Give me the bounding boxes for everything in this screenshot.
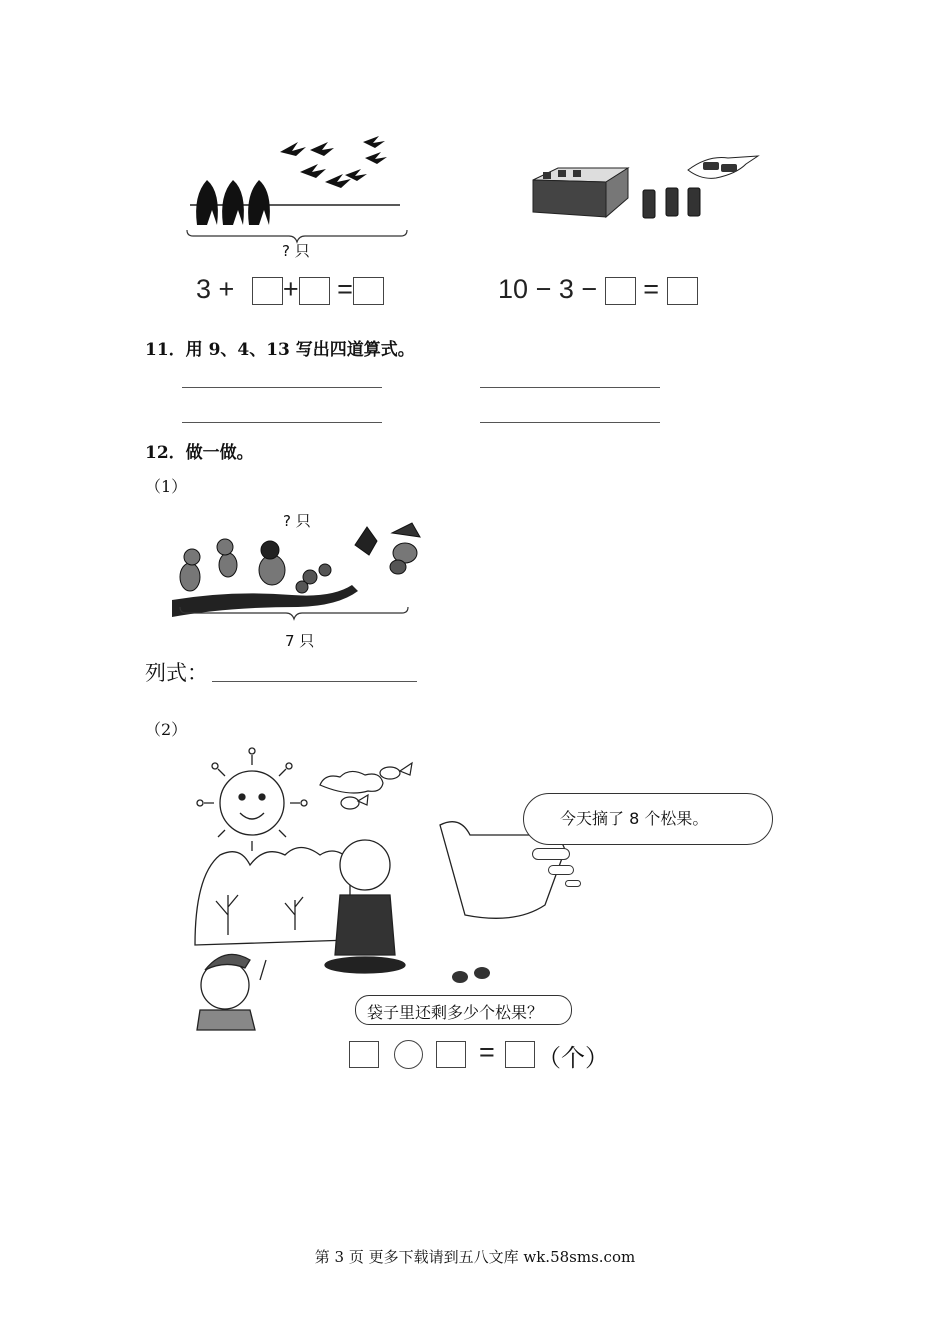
answer-box[interactable] [252,277,283,305]
equation-1 [196,274,384,305]
answer-box[interactable] [505,1041,535,1068]
question-text: 袋子里还剩多少个松果？ [367,1003,544,1022]
question-12-title: 12．做一做。 [145,443,254,463]
answer-box[interactable] [299,277,330,305]
equation-2-term: 3 [558,274,574,304]
thought-trail [548,865,574,875]
equation-2-minus: − [581,274,598,304]
question-11-title: 11．用 9、4、13 写出四道算式。 [145,340,415,360]
page-footer: 第 3 页 更多下载请到五八文库 wk.58sms.com [314,1248,636,1266]
equation-2-equals: = [643,274,659,304]
answer-box[interactable] [605,277,636,305]
birds-on-branch-illustration [170,515,430,625]
battery-box-illustration [528,150,768,225]
answer-line[interactable] [182,422,382,423]
equation-3-unit: （个） [537,1044,609,1072]
answer-box[interactable] [353,277,384,305]
equation-3-equals: = [479,1037,495,1067]
swallows-illustration [185,130,410,245]
answer-line[interactable] [480,422,660,423]
answer-line[interactable] [480,387,660,388]
equation-2-minus: − [535,274,552,304]
thought-trail [565,880,581,887]
equation-2-term: 10 [498,274,529,304]
birds-brace-label: 7 只 [285,632,315,650]
equation-1-equals: = [337,274,353,304]
thought-trail [532,848,570,860]
answer-line[interactable] [182,387,382,388]
answer-box[interactable] [436,1041,466,1068]
pine-cone-scene-illustration [190,745,780,1035]
swallows-brace-label: ? 只 [282,242,310,260]
equation-2 [498,274,698,305]
equation-1-term: 3 [196,274,212,304]
part-1-label: （1） [145,477,188,496]
equation-1-plus: + [218,274,235,304]
answer-box[interactable] [349,1041,379,1068]
formula-label: 列式： [145,661,208,685]
formula-answer-line[interactable] [212,681,417,682]
operator-circle[interactable] [394,1040,423,1069]
birds-top-label: ? 只 [283,512,311,530]
equation-3 [349,1037,609,1072]
answer-box[interactable] [667,277,698,305]
equation-1-plus: + [282,274,299,304]
bear-thought-text: 今天摘了 8 个松果。 [560,809,709,828]
part-2-label: （2） [145,720,188,739]
